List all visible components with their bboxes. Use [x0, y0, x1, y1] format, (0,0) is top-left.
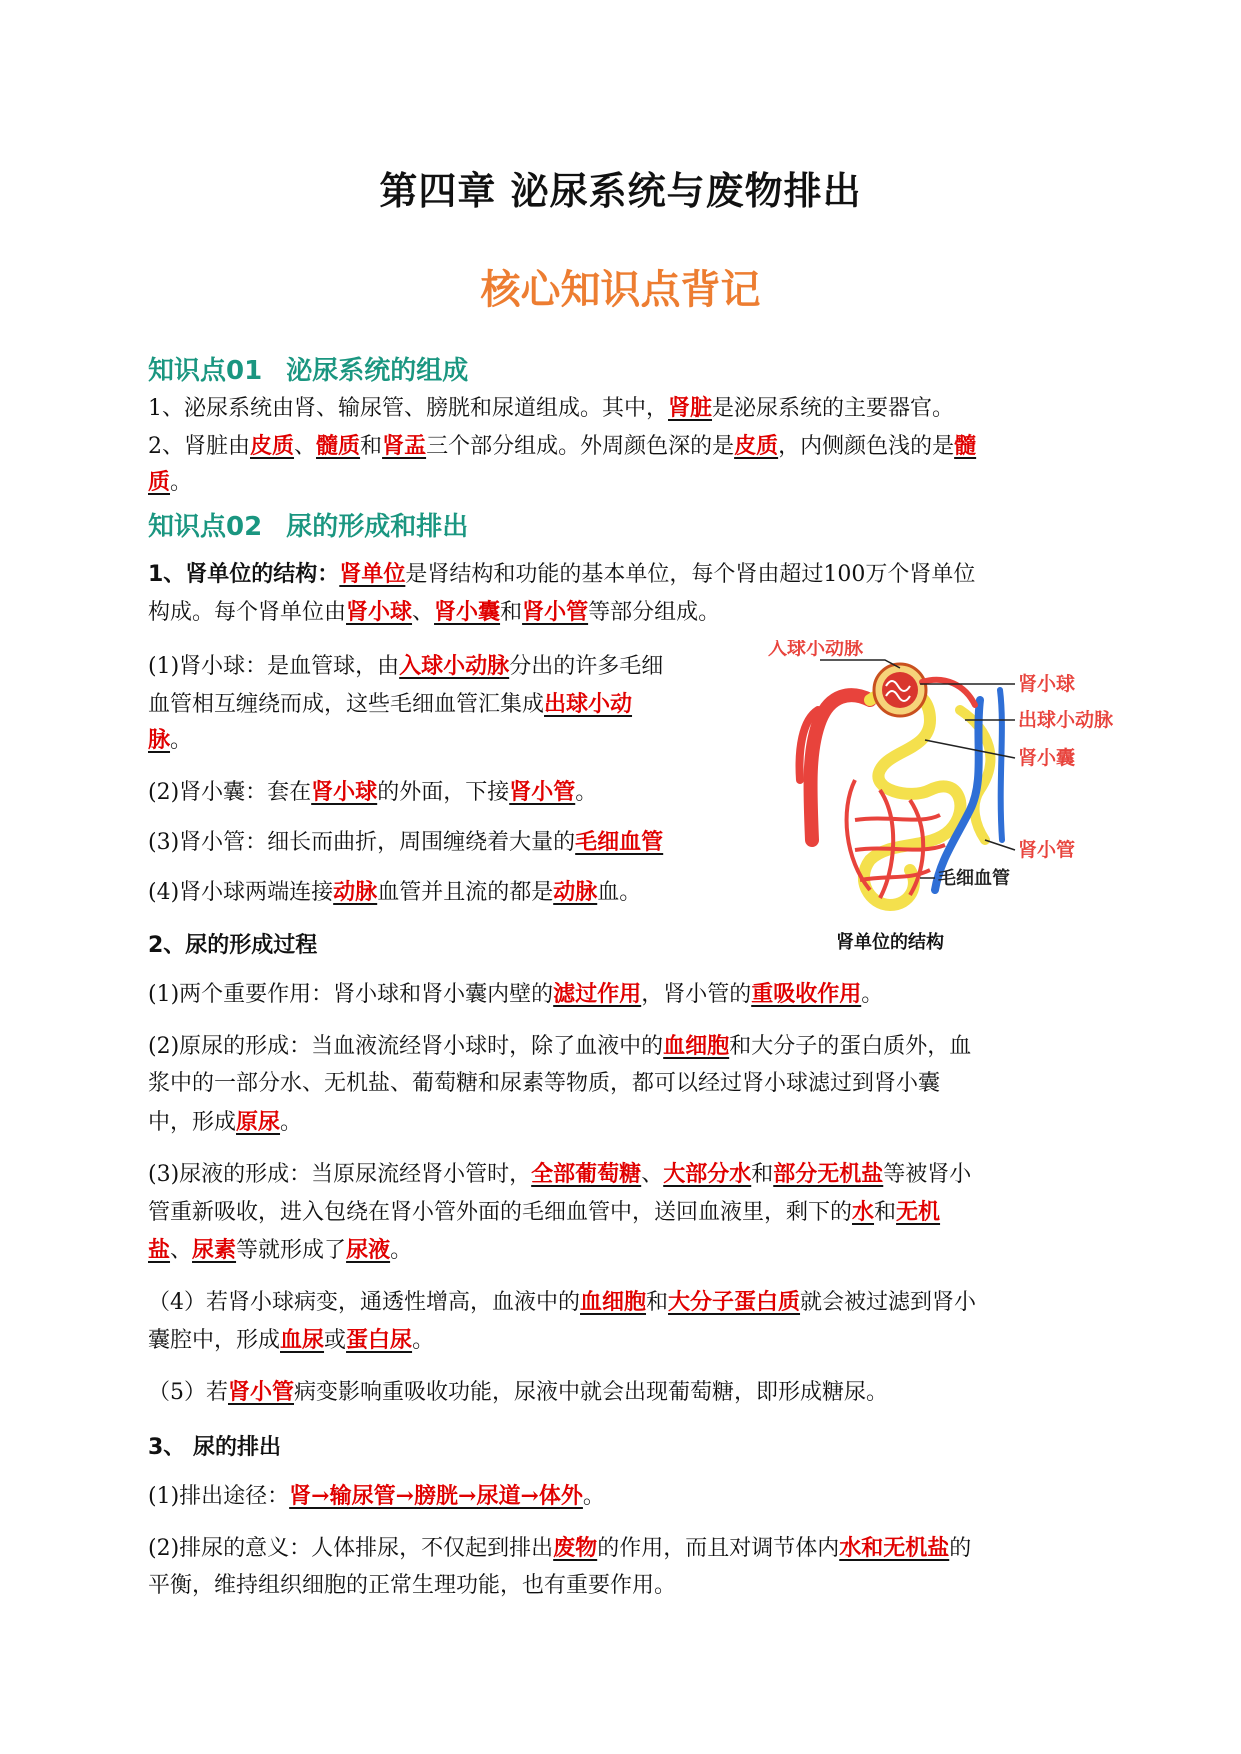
figure-caption: 肾单位的结构: [836, 932, 944, 953]
kp1-line-3: [148, 464, 192, 501]
text: 、: [412, 600, 435, 625]
kp1-line-1: [148, 390, 954, 427]
r2-line-1: [148, 1530, 971, 1567]
q4-line-1: [148, 1284, 976, 1321]
text: 。: [582, 1484, 605, 1509]
keyword: 部分无机盐: [773, 1161, 884, 1187]
text: 就会被过滤到肾小: [800, 1290, 977, 1315]
q4-line-2: [148, 1322, 434, 1359]
keyword: 大分子蛋白质: [668, 1289, 801, 1315]
keyword: 血细胞: [580, 1289, 647, 1315]
text: 血管并且流的都是: [377, 880, 554, 905]
text: (1)两个重要作用：肾小球和肾小囊内壁的: [148, 982, 554, 1007]
keyword: 入球小动脉: [399, 653, 510, 679]
text: 、: [641, 1162, 664, 1187]
text: (2)肾小囊：套在: [148, 780, 312, 805]
text: (2)排尿的意义：人体排尿，不仅起到排出: [148, 1536, 554, 1561]
vein-branch: [1000, 690, 1002, 840]
nephron-diagram: [760, 640, 1120, 940]
keyword: 滤过作用: [553, 981, 642, 1007]
text: 。: [861, 982, 884, 1007]
keyword: 肾小球: [311, 779, 378, 805]
kp1-heading-text: 泌尿系统的组成: [286, 356, 469, 386]
text: ，内侧颜色浅的是: [778, 434, 955, 459]
keyword: 肾小囊: [434, 599, 501, 625]
p1-line-2: [148, 686, 632, 723]
text: 、: [294, 434, 317, 459]
keyword: 肾盂: [382, 433, 427, 459]
text: 是肾结构和功能的基本单位，每个肾由超过100万个肾单位: [405, 562, 976, 587]
keyword: 水: [852, 1199, 875, 1225]
keyword: 动脉: [333, 879, 378, 905]
text: 是泌尿系统的主要器官。: [712, 396, 955, 421]
text: 等被肾小: [883, 1162, 972, 1187]
page-subtitle: 核心知识点背记: [480, 267, 761, 313]
text: (3)肾小管：细长而曲折，周围缠绕着大量的: [148, 830, 576, 855]
text: 血。: [597, 880, 642, 905]
keyword: 动脉: [553, 879, 598, 905]
text: （5）若: [148, 1380, 228, 1405]
text: 的外面，下接: [377, 780, 510, 805]
p1-line-1: [148, 648, 663, 685]
text: (1)排出途径：: [148, 1484, 290, 1509]
text: 的: [949, 1536, 972, 1561]
r2-line-2: 平衡，维持组织细胞的正常生理功能，也有重要作用。: [148, 1573, 677, 1598]
text: (3)尿液的形成：当原尿流经肾小管时，: [148, 1162, 532, 1187]
q5-line: [148, 1374, 888, 1411]
label-efferent-arteriole: 出球小动脉: [1018, 709, 1114, 731]
text: 。: [390, 1238, 413, 1263]
text: 和: [874, 1200, 897, 1225]
keyword: 重吸收作用: [751, 981, 862, 1007]
keyword: 尿液: [346, 1237, 391, 1263]
text: 、: [170, 1238, 193, 1263]
text: 等部分组成。: [588, 600, 721, 625]
nephron-figure: [760, 640, 1120, 960]
keyword: 质: [148, 469, 171, 495]
kp1-heading-num: 知识点01: [148, 356, 263, 386]
p2-line: [148, 774, 597, 811]
q3-line-2: [148, 1194, 940, 1231]
s1-line-1: [148, 556, 975, 593]
kp1-line-2: [148, 428, 976, 465]
keyword: 出球小动: [544, 691, 633, 717]
kp2-heading-num: 知识点02: [148, 512, 263, 542]
keyword: 肾单位: [339, 561, 406, 587]
text: 分出的许多毛细: [509, 654, 664, 679]
keyword: 皮质: [734, 433, 779, 459]
keyword: 大部分水: [663, 1161, 752, 1187]
text: 中，形成: [148, 1110, 237, 1135]
s1-line-2: [148, 594, 720, 631]
text: 2、肾脏由: [148, 434, 250, 459]
s2-title: 2、尿的形成过程: [148, 933, 318, 958]
text: 病变影响重吸收功能，尿液中就会出现葡萄糖，即形成糖尿。: [294, 1380, 889, 1405]
keyword: 毛细血管: [575, 829, 664, 855]
keyword: 血尿: [280, 1327, 325, 1353]
kp2-heading: [148, 506, 468, 543]
text: 和: [360, 434, 383, 459]
keyword: 废物: [553, 1535, 598, 1561]
text: 。: [575, 780, 598, 805]
text: 和大分子的蛋白质外，血: [729, 1034, 972, 1059]
text: 和: [500, 600, 523, 625]
keyword: 皮质: [250, 433, 295, 459]
s3-title: 3、 尿的排出: [148, 1435, 281, 1460]
text: (1)肾小球：是血管球，由: [148, 654, 400, 679]
text: 的作用，而且对调节体内: [597, 1536, 840, 1561]
q2-line-3: [148, 1104, 302, 1141]
label-capsule: 肾小囊: [1018, 747, 1076, 769]
text: 和: [646, 1290, 669, 1315]
q1-line: [148, 976, 883, 1013]
text: 或: [324, 1328, 347, 1353]
label-glomerulus: 肾小球: [1018, 673, 1076, 695]
keyword: 肾小球: [346, 599, 413, 625]
text: (4)肾小球两端连接: [148, 880, 334, 905]
kp2-heading-text: 尿的形成和排出: [286, 512, 469, 542]
keyword: 肾小管: [522, 599, 589, 625]
q3-line-3: [148, 1232, 412, 1269]
keyword: 血细胞: [663, 1033, 730, 1059]
text: 。: [170, 728, 193, 753]
keyword: 盐: [148, 1237, 171, 1263]
text: 管重新吸收，进入包绕在肾小管外面的毛细血管中，送回血液里，剩下的: [148, 1200, 853, 1225]
text: 和: [751, 1162, 774, 1187]
text: (2)原尿的形成：当血液流经肾小球时，除了血液中的: [148, 1034, 664, 1059]
p1-line-3: [148, 722, 192, 759]
keyword: 尿素: [192, 1237, 237, 1263]
page-title: 第四章 泌尿系统与废物排出: [379, 169, 862, 213]
text: 构成。每个肾单位由: [148, 600, 347, 625]
text: 。: [280, 1110, 303, 1135]
keyword: 水和无机盐: [839, 1535, 950, 1561]
text: 等就形成了: [236, 1238, 347, 1263]
text: 血管相互缠绕而成，这些毛细血管汇集成: [148, 692, 545, 717]
keyword: 蛋白尿: [346, 1327, 413, 1353]
s1-lead: 1、肾单位的结构：: [148, 562, 340, 587]
keyword: 无机: [896, 1199, 941, 1225]
p3-line: [148, 824, 663, 861]
q2-line-1: [148, 1028, 971, 1065]
keyword: 肾小管: [509, 779, 576, 805]
q3-line-1: [148, 1156, 971, 1193]
p4-line: [148, 874, 641, 911]
text: ，肾小管的: [641, 982, 752, 1007]
text: 。: [412, 1328, 435, 1353]
keyword: 原尿: [236, 1109, 281, 1135]
label-tubule: 肾小管: [1018, 839, 1076, 861]
kp1-heading: [148, 350, 468, 387]
q2-line-2: 浆中的一部分水、无机盐、葡萄糖和尿素等物质，都可以经过肾小球滤过到肾小囊: [148, 1071, 941, 1096]
text: 1、泌尿系统由肾、输尿管、膀胱和尿道组成。其中，: [148, 396, 668, 421]
keyword: 髓: [954, 433, 977, 459]
keyword: 脉: [148, 727, 171, 753]
keyword: 肾脏: [668, 395, 713, 421]
keyword: 肾→输尿管→膀胱→尿道→体外: [289, 1483, 583, 1509]
keyword: 髓质: [316, 433, 361, 459]
text: 囊腔中，形成: [148, 1328, 281, 1353]
text: （4）若肾小球病变，通透性增高，血液中的: [148, 1290, 580, 1315]
text: 三个部分组成。外周颜色深的是: [426, 434, 735, 459]
text: 。: [170, 470, 193, 495]
keyword: 肾小管: [228, 1379, 295, 1405]
keyword: 全部葡萄糖: [531, 1161, 642, 1187]
r1-line: [148, 1478, 605, 1515]
label-afferent-arteriole: 入球小动脉: [768, 640, 864, 659]
label-capillary: 毛细血管: [938, 868, 1010, 889]
